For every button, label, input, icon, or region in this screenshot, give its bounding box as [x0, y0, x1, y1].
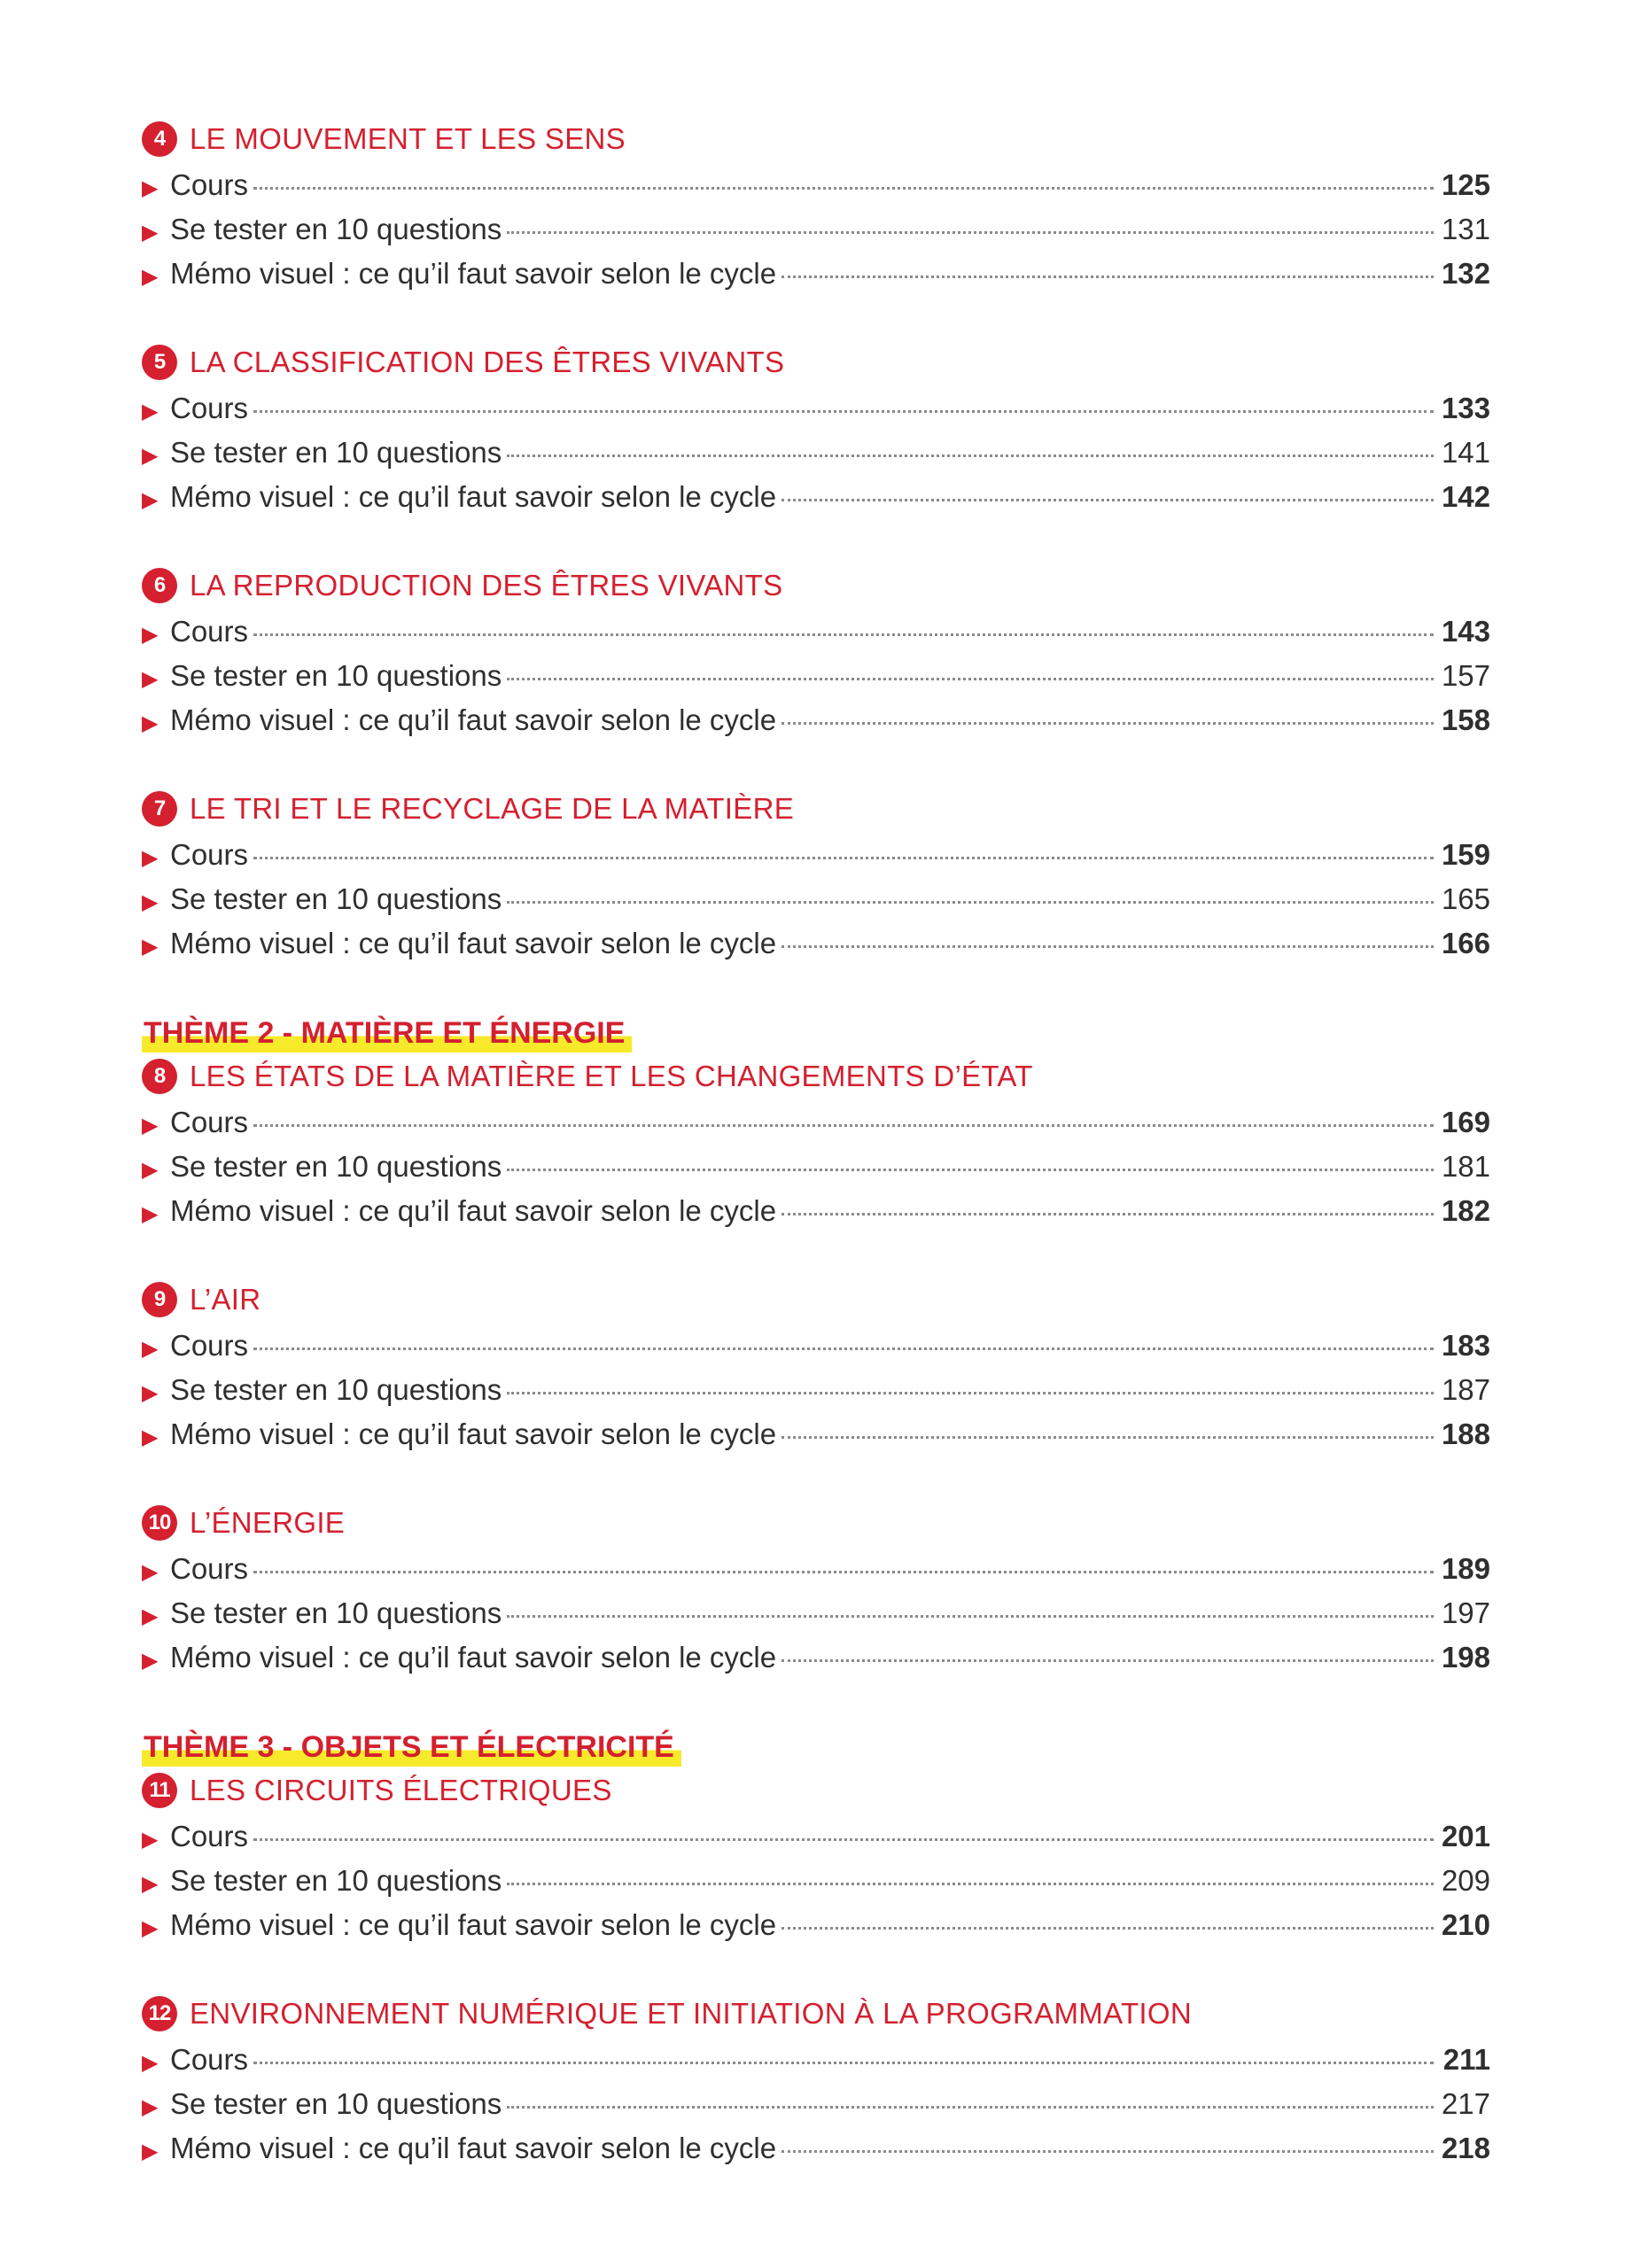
triangle-right-icon: ▶	[142, 176, 159, 200]
page-number: 182	[1441, 1194, 1490, 1227]
toc-entry-quiz[interactable]	[142, 2082, 1490, 2126]
toc-entry-quiz[interactable]	[142, 654, 1490, 698]
toc-entry-cours[interactable]	[142, 1100, 1490, 1145]
toc-entry-memo[interactable]	[142, 1903, 1490, 1947]
chapter-number-icon: 8	[142, 1059, 177, 1094]
page-number: 183	[1441, 1329, 1490, 1362]
dot-leader	[253, 1348, 1434, 1350]
dot-leader	[507, 901, 1434, 904]
chapter-title: ENVIRONNEMENT NUMÉRIQUE ET INITIATION À LA PROGRAMMATION	[190, 1997, 1192, 2030]
entry-label: Cours	[170, 615, 249, 648]
entry-label: Se tester en 10 questions	[170, 1864, 502, 1897]
dot-leader	[253, 1571, 1434, 1573]
toc-entry-quiz[interactable]	[142, 207, 1490, 252]
toc-entry-memo[interactable]	[142, 475, 1490, 519]
entry-label: Cours	[170, 1552, 249, 1585]
dot-leader	[782, 1213, 1434, 1216]
page-number: 209	[1441, 1864, 1490, 1897]
dot-leader	[782, 1659, 1434, 1662]
triangle-right-icon: ▶	[142, 1872, 159, 1896]
theme-heading[interactable]: THÈME 3 - OBJETS ET ÉLECTRICITÉ	[142, 1728, 681, 1767]
entry-label: Se tester en 10 questions	[170, 1150, 502, 1183]
page-number: 197	[1441, 1596, 1490, 1629]
chapter-heading[interactable]	[142, 1499, 1490, 1547]
chapter-title: LES ÉTATS DE LA MATIÈRE ET LES CHANGEMENTS D’ÉTAT	[190, 1060, 1033, 1092]
toc-entry-cours[interactable]	[142, 386, 1490, 431]
dot-leader	[507, 1169, 1434, 1171]
chapter-8	[142, 1052, 1490, 1233]
triangle-right-icon: ▶	[142, 488, 159, 512]
theme-heading[interactable]: THÈME 2 - MATIÈRE ET ÉNERGIE	[142, 1014, 632, 1052]
triangle-right-icon: ▶	[142, 1337, 159, 1361]
toc-entry-quiz[interactable]	[142, 1859, 1490, 1903]
chapter-heading[interactable]	[142, 1052, 1490, 1100]
chapter-9	[142, 1276, 1490, 1456]
dot-leader	[507, 1883, 1434, 1885]
chapter-heading[interactable]	[142, 785, 1490, 833]
chapter-12	[142, 1990, 1490, 2171]
page-number: 189	[1441, 1552, 1490, 1585]
triangle-right-icon: ▶	[142, 400, 159, 423]
page-number: 181	[1441, 1150, 1490, 1183]
toc-entry-quiz[interactable]	[142, 1591, 1490, 1635]
toc-entry-cours[interactable]	[142, 833, 1490, 877]
triangle-right-icon: ▶	[142, 2051, 159, 2075]
entry-label: Mémo visuel : ce qu’il faut savoir selon le cycle	[170, 1418, 777, 1450]
page-number: 166	[1441, 927, 1490, 959]
page-number: 143	[1441, 615, 1490, 648]
dot-leader	[782, 2150, 1434, 2153]
triangle-right-icon: ▶	[142, 1649, 159, 1673]
dot-leader	[507, 2106, 1434, 2109]
entry-label: Mémo visuel : ce qu’il faut savoir selon le cycle	[170, 257, 777, 290]
chapter-11	[142, 1767, 1490, 1947]
page-number: 133	[1441, 392, 1490, 424]
page-number: 132	[1441, 257, 1490, 290]
dot-leader	[507, 678, 1434, 680]
entry-label: Se tester en 10 questions	[170, 659, 502, 692]
page-number: 211	[1442, 2043, 1490, 2076]
chapter-heading[interactable]	[142, 115, 1490, 163]
entry-label: Mémo visuel : ce qu’il faut savoir selon le cycle	[170, 1908, 777, 1941]
dot-leader	[507, 231, 1434, 234]
entry-label: Se tester en 10 questions	[170, 213, 502, 245]
toc-entry-quiz[interactable]	[142, 877, 1490, 921]
page-number: 218	[1441, 2132, 1490, 2164]
page-number: 165	[1441, 882, 1490, 915]
triangle-right-icon: ▶	[142, 1560, 159, 1584]
triangle-right-icon: ▶	[142, 890, 159, 914]
entry-label: Mémo visuel : ce qu’il faut savoir selon le cycle	[170, 703, 777, 736]
triangle-right-icon: ▶	[142, 1381, 159, 1405]
entry-label: Se tester en 10 questions	[170, 2087, 502, 2120]
triangle-right-icon: ▶	[142, 667, 159, 691]
page-number: 210	[1441, 1908, 1490, 1941]
triangle-right-icon: ▶	[142, 221, 159, 245]
toc-entry-cours[interactable]	[142, 1324, 1490, 1368]
entry-label: Cours	[170, 392, 249, 424]
dot-leader	[782, 945, 1434, 948]
entry-label: Se tester en 10 questions	[170, 882, 502, 915]
toc-entry-memo[interactable]	[142, 1189, 1490, 1233]
page-number: 141	[1441, 436, 1490, 469]
triangle-right-icon: ▶	[142, 711, 159, 735]
entry-label: Cours	[170, 1329, 249, 1362]
toc-entry-cours[interactable]	[142, 163, 1490, 207]
toc-entry-quiz[interactable]	[142, 1368, 1490, 1412]
page-number: 169	[1441, 1106, 1490, 1138]
chapter-title: LES CIRCUITS ÉLECTRIQUES	[190, 1774, 612, 1806]
dot-leader	[253, 410, 1434, 413]
dot-leader	[782, 499, 1434, 501]
dot-leader	[253, 2062, 1434, 2064]
triangle-right-icon: ▶	[142, 846, 159, 870]
entry-label: Mémo visuel : ce qu’il faut savoir selon le cycle	[170, 1194, 777, 1227]
triangle-right-icon: ▶	[142, 1828, 159, 1852]
page-number: 131	[1441, 213, 1490, 245]
triangle-right-icon: ▶	[142, 2095, 159, 2119]
triangle-right-icon: ▶	[142, 1114, 159, 1138]
page-number: 187	[1441, 1373, 1490, 1406]
theme-2-section	[142, 1008, 1490, 1680]
triangle-right-icon: ▶	[142, 444, 159, 468]
entry-label: Mémo visuel : ce qu’il faut savoir selon le cycle	[170, 1641, 777, 1674]
dot-leader	[782, 276, 1434, 278]
dot-leader	[507, 1615, 1434, 1618]
chapter-number-icon: 4	[142, 121, 177, 157]
chapter-number-icon: 10	[142, 1505, 177, 1541]
page-number: 142	[1441, 480, 1490, 513]
page-number: 188	[1441, 1418, 1490, 1450]
entry-label: Se tester en 10 questions	[170, 1596, 502, 1629]
dot-leader	[253, 1838, 1434, 1841]
triangle-right-icon: ▶	[142, 623, 159, 647]
chapter-4	[142, 115, 1490, 296]
chapter-number-icon: 9	[142, 1282, 177, 1317]
triangle-right-icon: ▶	[142, 935, 159, 959]
chapter-heading[interactable]	[142, 1990, 1490, 2038]
chapter-heading[interactable]	[142, 338, 1490, 386]
page-number: 158	[1441, 703, 1490, 736]
dot-leader	[253, 1124, 1434, 1127]
dot-leader	[782, 1436, 1434, 1439]
chapter-number-icon: 12	[142, 1996, 177, 2031]
chapter-number-icon: 5	[142, 345, 177, 380]
toc-entry-memo[interactable]	[142, 252, 1490, 296]
entry-label: Cours	[170, 1106, 249, 1138]
table-of-contents	[142, 115, 1490, 2213]
chapter-title: L’ÉNERGIE	[190, 1506, 346, 1539]
triangle-right-icon: ▶	[142, 1604, 159, 1628]
entry-label: Se tester en 10 questions	[170, 1373, 502, 1406]
dot-leader	[253, 857, 1434, 859]
page-number: 157	[1441, 659, 1490, 692]
dot-leader	[507, 1392, 1434, 1394]
chapter-7	[142, 785, 1490, 966]
toc-entry-memo[interactable]	[142, 1635, 1490, 1680]
page-number: 217	[1441, 2087, 1490, 2120]
entry-label: Mémo visuel : ce qu’il faut savoir selon le cycle	[170, 927, 777, 959]
chapter-heading[interactable]	[142, 1767, 1490, 1814]
dot-leader	[253, 187, 1434, 190]
chapter-10	[142, 1499, 1490, 1680]
triangle-right-icon: ▶	[142, 2140, 159, 2163]
toc-entry-memo[interactable]	[142, 1412, 1490, 1456]
triangle-right-icon: ▶	[142, 1425, 159, 1449]
triangle-right-icon: ▶	[142, 1158, 159, 1182]
dot-leader	[253, 633, 1434, 636]
chapter-title: LA REPRODUCTION DES ÊTRES VIVANTS	[190, 569, 783, 602]
entry-label: Cours	[170, 168, 249, 201]
entry-label: Se tester en 10 questions	[170, 436, 502, 469]
chapter-number-icon: 7	[142, 791, 177, 827]
toc-entry-memo[interactable]	[142, 2126, 1490, 2171]
toc-entry-memo[interactable]	[142, 921, 1490, 966]
entry-label: Cours	[170, 2043, 249, 2076]
dot-leader	[782, 1927, 1434, 1930]
chapter-title: LE TRI ET LE RECYCLAGE DE LA MATIÈRE	[190, 792, 795, 825]
triangle-right-icon: ▶	[142, 1916, 159, 1940]
toc-entry-memo[interactable]	[142, 698, 1490, 742]
toc-entry-quiz[interactable]	[142, 1145, 1490, 1189]
chapter-heading[interactable]	[142, 1276, 1490, 1324]
toc-entry-cours[interactable]	[142, 1814, 1490, 1859]
theme-3-section	[142, 1722, 1490, 2171]
page-number: 125	[1441, 168, 1490, 201]
chapter-group-theme1	[142, 115, 1490, 966]
toc-entry-cours[interactable]	[142, 610, 1490, 654]
chapter-title: LA CLASSIFICATION DES ÊTRES VIVANTS	[190, 346, 785, 378]
dot-leader	[782, 722, 1434, 725]
chapter-5	[142, 338, 1490, 519]
chapter-6	[142, 562, 1490, 742]
chapter-title: L’AIR	[190, 1283, 261, 1316]
toc-entry-quiz[interactable]	[142, 431, 1490, 475]
entry-label: Mémo visuel : ce qu’il faut savoir selon le cycle	[170, 480, 777, 513]
entry-label: Mémo visuel : ce qu’il faut savoir selon le cycle	[170, 2132, 777, 2164]
chapter-title: LE MOUVEMENT ET LES SENS	[190, 122, 626, 155]
chapter-number-icon: 11	[142, 1773, 177, 1808]
triangle-right-icon: ▶	[142, 1202, 159, 1226]
entry-label: Cours	[170, 838, 249, 871]
page-number: 198	[1441, 1641, 1490, 1674]
toc-entry-cours[interactable]	[142, 2038, 1490, 2082]
dot-leader	[507, 454, 1434, 457]
page-number: 159	[1441, 838, 1490, 871]
entry-label: Cours	[170, 1820, 249, 1852]
triangle-right-icon: ▶	[142, 265, 159, 289]
page-number: 201	[1441, 1820, 1490, 1852]
chapter-number-icon: 6	[142, 568, 177, 603]
chapter-heading[interactable]	[142, 562, 1490, 610]
toc-entry-cours[interactable]	[142, 1547, 1490, 1591]
